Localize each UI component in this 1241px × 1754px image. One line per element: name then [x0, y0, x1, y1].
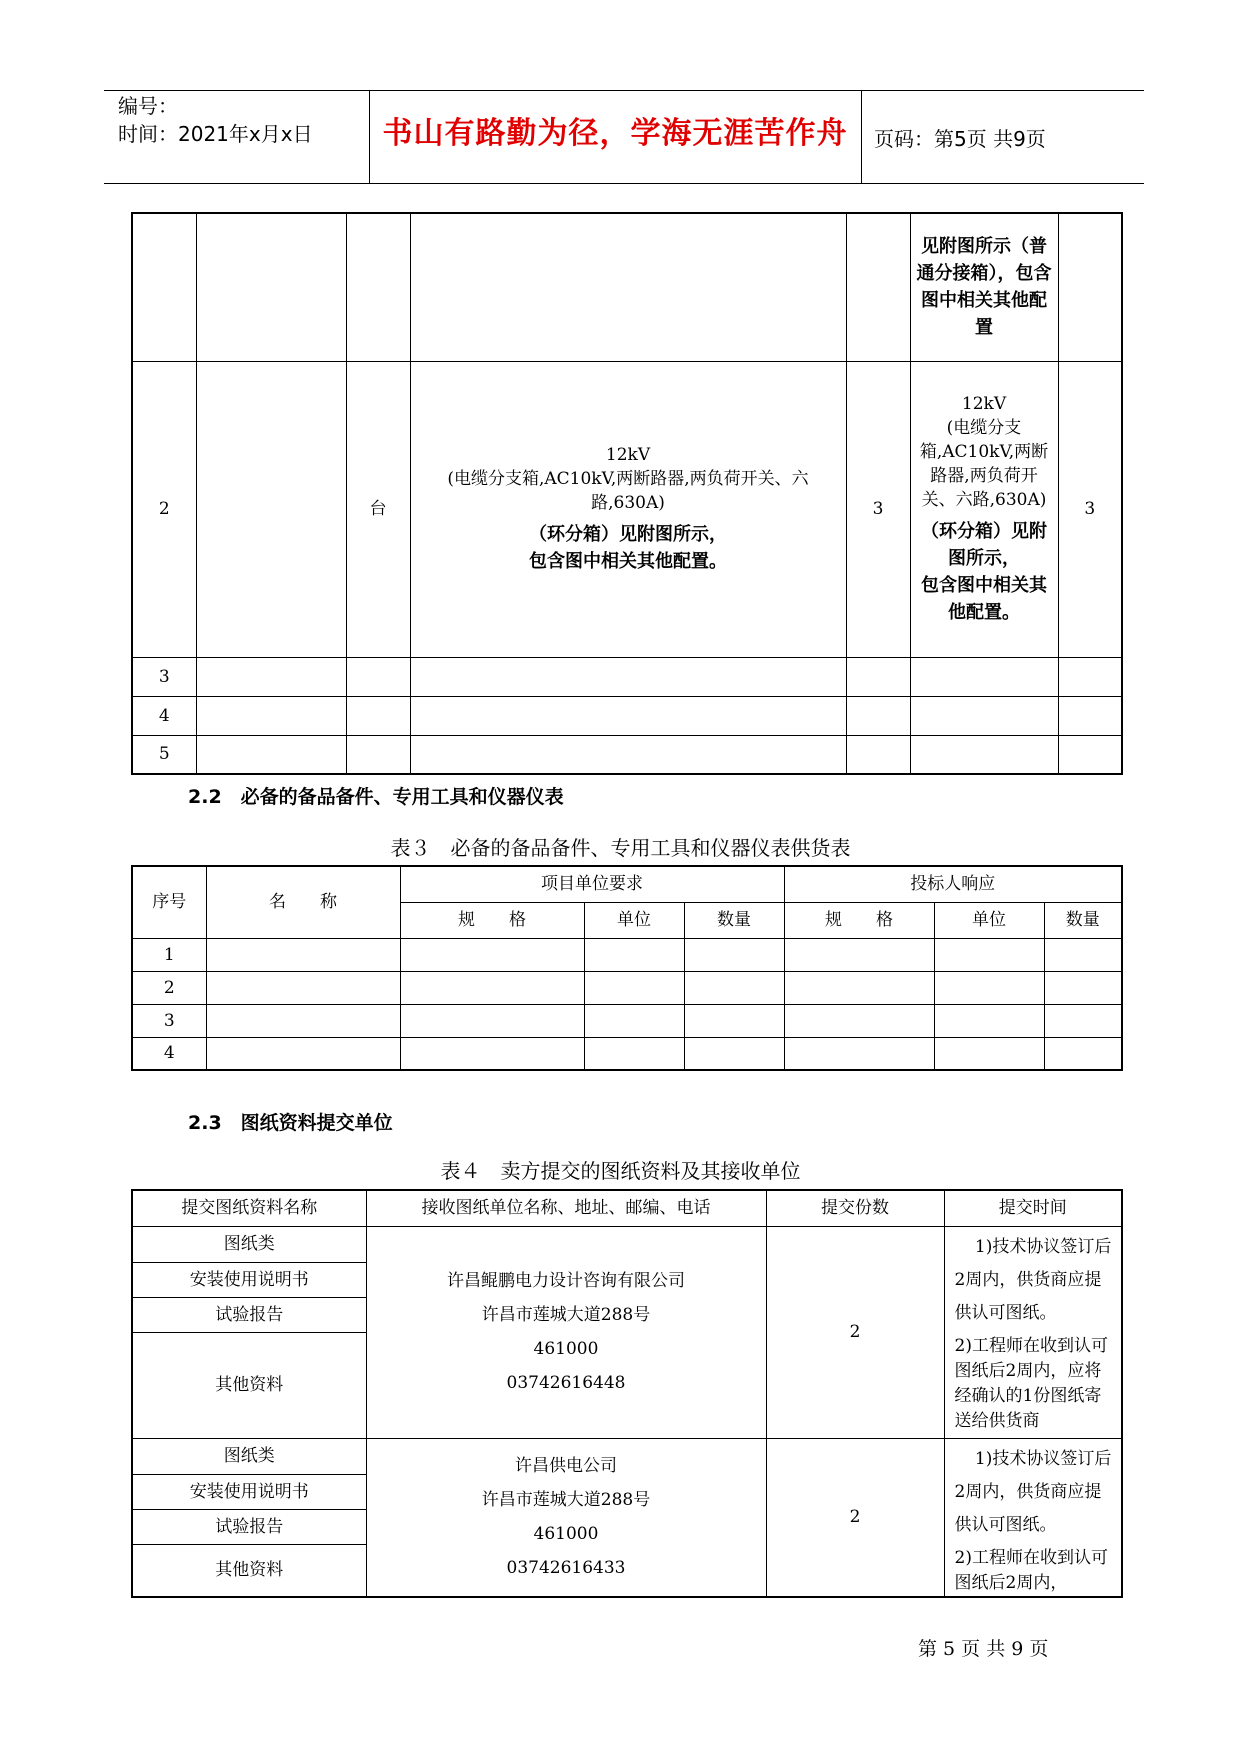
- header-unit: 单位: [584, 902, 684, 938]
- table-row: 4: [132, 696, 1122, 735]
- table-row: 其他资料: [132, 1544, 1122, 1597]
- drawings-table: [131, 1189, 1123, 1598]
- submit-time: 1)技术协议签订后2周内，供货商应提供认可图纸。 2)工程师在收到认可图纸后2周内，: [944, 1438, 1122, 1597]
- header-qty: 数量: [684, 902, 784, 938]
- row-unit: 台: [346, 361, 410, 657]
- header-time: 时间：2021年x月x日: [118, 122, 313, 146]
- page-footer: 第 5 页 共 9 页: [918, 1638, 1049, 1660]
- table-header-row: [132, 866, 1122, 902]
- header-qty: 数量: [1044, 902, 1122, 938]
- header-receiver: 接收图纸单位名称、地址、邮编、电话: [366, 1190, 766, 1226]
- header-seq: 序号: [132, 866, 206, 938]
- table-row: 其他资料: [132, 1332, 1122, 1438]
- header-copies: 提交份数: [766, 1190, 944, 1226]
- row-response: 12kV (电缆分支箱,AC10kV,两断路器,两负荷开关、六路,630A) （环分箱）见附图所示， 包含图中相关其他配置。: [910, 361, 1058, 657]
- response-description: 见附图所示（普通分接箱），包含图中相关其他配置: [910, 213, 1058, 361]
- spares-table: [131, 865, 1123, 1071]
- table-row: 试验报告: [132, 1297, 1122, 1332]
- table-row: 5: [132, 735, 1122, 774]
- header-project-req: 项目单位要求: [400, 866, 784, 902]
- header-page-number: 页码：第5页 共9页: [874, 127, 1046, 151]
- row-qty: 3: [846, 361, 910, 657]
- header-divider-right: [861, 90, 862, 183]
- header-bidder-resp: 投标人响应: [784, 866, 1122, 902]
- header-time: 提交时间: [944, 1190, 1122, 1226]
- table-row: 4: [132, 1037, 1122, 1070]
- table-header-row: [132, 1190, 1122, 1226]
- copies-count: 2: [766, 1438, 944, 1597]
- header-number: 编号：: [118, 94, 178, 118]
- table-row: 图纸类 许昌供电公司 许昌市莲城大道288号 461000 03742616433 2 1)技术协议签订后2周内，供货商应提供认可图纸。 2)工程师在收到认可图纸后2周内，: [132, 1438, 1122, 1474]
- table-row: 安装使用说明书: [132, 1474, 1122, 1509]
- section-heading-2-2: 2.2 必备的备品备件、专用工具和仪器仪表: [188, 786, 564, 808]
- table-row: 3: [132, 657, 1122, 696]
- table-row: 图纸类 许昌鲲鹏电力设计咨询有限公司 许昌市莲城大道288号 461000 03742616448 2 1)技术协议签订后2周内，供货商应提供认可图纸。 2)工程师在收到认可图纸后2周内，应将经确认的1份图纸寄送给供货商: [132, 1226, 1122, 1262]
- copies-count: 2: [766, 1226, 944, 1438]
- header-motto: 书山有路勤为径，学海无涯苦作舟: [382, 116, 848, 151]
- submit-time: 1)技术协议签订后2周内，供货商应提供认可图纸。 2)工程师在收到认可图纸后2周内，应将经确认的1份图纸寄送给供货商: [944, 1226, 1122, 1438]
- table-row: [132, 213, 1122, 361]
- table-row: 3: [132, 1004, 1122, 1037]
- header-spec: 规 格: [400, 902, 584, 938]
- header-top-rule: [104, 90, 1144, 91]
- table3-caption: 表３ 必备的备品备件、专用工具和仪器仪表供货表: [390, 836, 851, 860]
- receiver-info: 许昌供电公司 许昌市莲城大道288号 461000 03742616433: [366, 1438, 766, 1597]
- table-row: 安装使用说明书: [132, 1262, 1122, 1297]
- header-bottom-rule: [104, 183, 1144, 184]
- table-row: 试验报告: [132, 1509, 1122, 1544]
- table-row: [132, 361, 1122, 657]
- table4-caption: 表４ 卖方提交的图纸资料及其接收单位: [440, 1159, 801, 1183]
- equipment-table: [131, 212, 1123, 775]
- header-unit: 单位: [934, 902, 1044, 938]
- table-row: 2: [132, 971, 1122, 1004]
- table-row: 1: [132, 938, 1122, 971]
- row-description: 12kV (电缆分支箱,AC10kV,两断路器,两负荷开关、六路,630A) （环分箱）见附图所示， 包含图中相关其他配置。: [410, 361, 846, 657]
- section-heading-2-3: 2.3 图纸资料提交单位: [188, 1112, 393, 1134]
- header-name: 名 称: [206, 866, 400, 938]
- header-doc-name: 提交图纸资料名称: [132, 1190, 366, 1226]
- receiver-info: 许昌鲲鹏电力设计咨询有限公司 许昌市莲城大道288号 461000 03742616448: [366, 1226, 766, 1438]
- row-response-qty: 3: [1058, 361, 1122, 657]
- header-spec: 规 格: [784, 902, 934, 938]
- header-meta: [118, 92, 313, 148]
- row-seq: 2: [132, 361, 196, 657]
